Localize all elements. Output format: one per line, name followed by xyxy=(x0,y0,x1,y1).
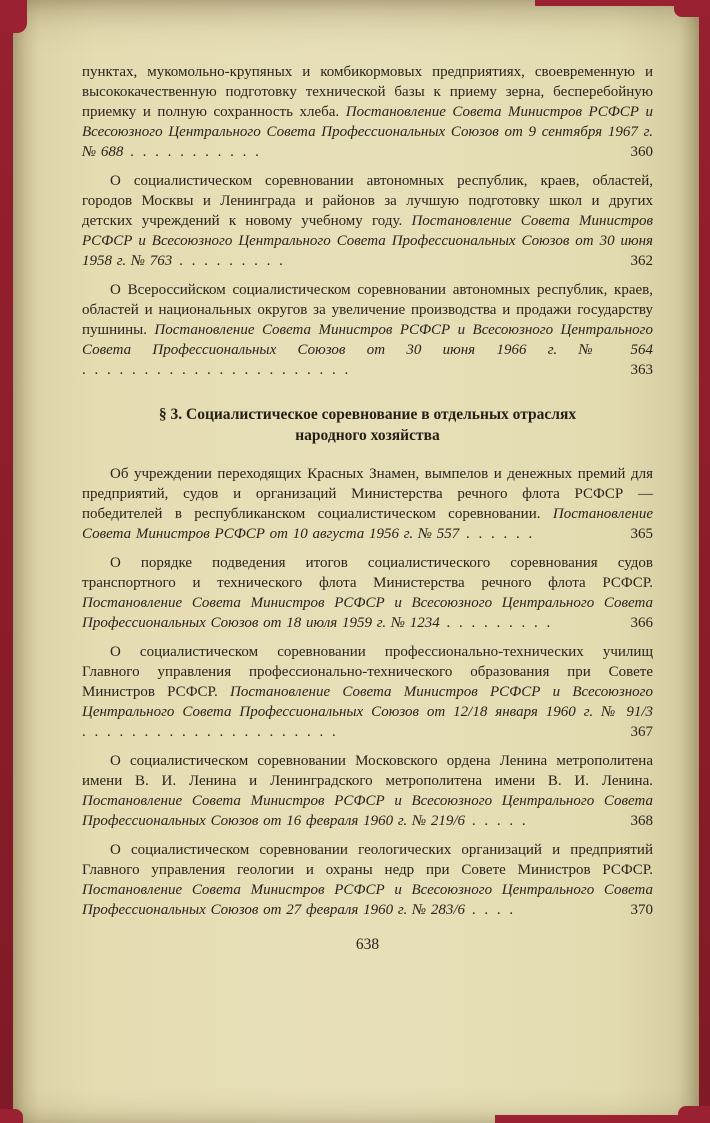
entry-page-number: 366 xyxy=(630,615,653,631)
entry-page-number: 370 xyxy=(630,902,653,918)
dot-leader: . . . . . xyxy=(465,813,528,829)
entry-text: О Всероссийском социалистическом соревновании автономных республик, краев, областей и национальных округов за увеличение производства и продажи государству пушнины. xyxy=(82,282,653,338)
entry-citation: Постановление Совета Министров РСФСР и Всесоюзного Центрального Совета Профессиональных Союзов от 16 февраля 1960 г. № 219/6 xyxy=(82,793,653,829)
entry-citation: Постановление Совета Министров РСФСР и Всесоюзного Центрального Совета Профессиональных Союзов от 12/18 января 1960 г. № 91/3 xyxy=(82,684,653,720)
entry-text: О порядке подведения итогов социалистического соревнования судов транспортного и технического флота Министерства речного флота РСФСР. xyxy=(82,555,653,591)
folio-page-number: 638 xyxy=(355,936,380,953)
paper-sheet xyxy=(13,0,699,1123)
toc-entry xyxy=(82,171,653,271)
dot-leader: . . . . . . . . . . . . . . . . . . . . . . xyxy=(82,362,351,378)
dot-leader: . . . . xyxy=(465,902,516,918)
toc-entry xyxy=(82,840,653,920)
dot-leader: . . . . . . . . . . . xyxy=(123,144,261,160)
entry-citation: Постановление Совета Министров РСФСР от 10 августа 1956 г. № 557 xyxy=(82,506,653,542)
toc-entry xyxy=(82,280,653,380)
entry-citation: Постановление Совета Министров РСФСР и Всесоюзного Центрального Совета Профессиональных Союзов от 18 июля 1959 г. № 1234 xyxy=(82,595,653,631)
entry-text: О социалистическом соревновании Московского ордена Ленина метрополитена имени В. И. Ленина и Ленинградского метрополитена имени В. И. Ленина. xyxy=(82,753,653,789)
entry-page-number: 362 xyxy=(630,253,653,269)
entry-citation: Постановление Совета Министров РСФСР и Всесоюзного Центрального Совета Профессиональных Союзов от 9 сентября 1967 г. № 688 xyxy=(82,104,654,160)
entry-page-number: 367 xyxy=(630,724,653,740)
section-heading: § 3. Социалистическое соревнование в отдельных отраслях народного хозяйства xyxy=(158,406,577,444)
entry-text: Об учреждении переходящих Красных Знамен, вымпелов и денежных премий для предприятий, судов и организаций Министерства речного флота РСФСР — победителей в республиканском социалистическом соревновании. xyxy=(82,466,653,522)
entry-page-number: 368 xyxy=(630,813,653,829)
toc-entry xyxy=(82,553,653,633)
entry-text: О социалистическом соревновании геологических организаций и предприятий Главного управления геологии и охраны недр при Совете Министров РСФСР. xyxy=(82,842,653,878)
dot-leader: . . . . . . xyxy=(459,526,535,542)
toc-entry xyxy=(82,751,653,831)
entry-page-number: 363 xyxy=(630,362,653,378)
dot-leader: . . . . . . . . . . . . . . . . . . . . . xyxy=(82,724,338,740)
table-of-contents xyxy=(82,62,653,954)
entry-text: О социалистическом соревновании автономных республик, краев, областей, городов Москвы и Ленинграда и районов за лучшую подготовку школ и других детских учреждений к новому учебному году. xyxy=(82,173,653,229)
book-cover-edge-top-right xyxy=(674,0,710,17)
entry-citation: Постановление Совета Министров РСФСР и Всесоюзного Центрального Совета Профессиональных Союзов от 27 февраля 1960 г. № 283/6 xyxy=(82,882,653,918)
entry-text: О социалистическом соревновании профессионально-технических училищ Главного управления профессионально-технического образования при Совете Министров РСФСР. xyxy=(82,644,653,700)
entry-citation: Постановление Совета Министров РСФСР и Всесоюзного Центрального Совета Профессиональных Союзов от 30 июня 1958 г. № 763 xyxy=(82,213,653,269)
entry-citation: Постановление Совета Министров РСФСР и Всесоюзного Центрального Совета Профессиональных Союзов от 30 июня 1966 г. № 564 xyxy=(82,322,653,358)
toc-entry xyxy=(82,642,653,742)
entry-text: пунктах, мукомольно-крупяных и комбикормовых предприятиях, своевременную и высококачественную подготовку технической базы к приему зерна, бесперебойную приемку и полную сохранность хлеба. xyxy=(82,64,653,120)
book-cover-edge-bottom-right xyxy=(678,1106,710,1123)
entry-page-number: 365 xyxy=(630,526,653,542)
toc-entry xyxy=(82,62,653,162)
dot-leader: . . . . . . . . . xyxy=(439,615,553,631)
book-cover-edge-top-left xyxy=(0,0,27,33)
dot-leader: . . . . . . . . . xyxy=(172,253,285,269)
book-cover-edge-bottom-left xyxy=(0,1109,23,1123)
toc-entry xyxy=(82,464,653,544)
entry-page-number: 360 xyxy=(630,144,653,160)
